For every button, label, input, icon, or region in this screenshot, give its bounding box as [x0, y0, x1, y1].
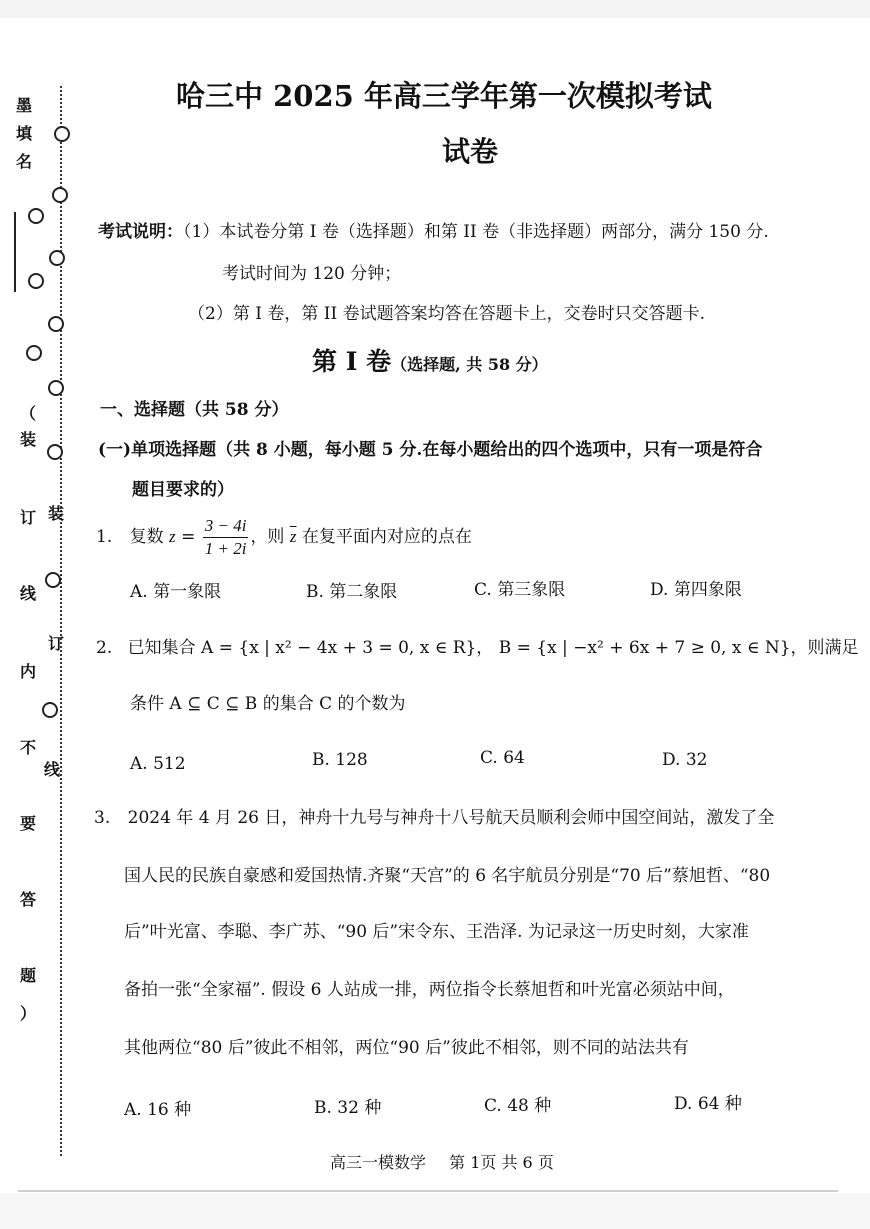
binding-hole	[28, 273, 44, 289]
question-number: 2.	[96, 638, 113, 658]
margin-char: 装	[47, 504, 64, 523]
instructions-line-1	[98, 220, 769, 244]
question-1-text-mid: ，则	[250, 527, 290, 547]
instructions-item-1: （1）本试卷分第 I 卷（选择题）和第 II 卷（非选择题）两部分，满分 150 分.	[183, 222, 769, 242]
equals-sign: =	[175, 527, 201, 547]
option-a: A. 512	[130, 754, 186, 774]
margin-char: 装	[19, 430, 36, 449]
margin-char: 订	[47, 634, 64, 653]
option-b: B. 第二象限	[306, 582, 398, 602]
page-footer	[330, 1150, 554, 1173]
page-top-edge	[0, 0, 870, 18]
instructions-item-1b: 考试时间为 120 分钟；	[222, 264, 402, 284]
var-z-conjugate: $\overline{z}$	[289, 527, 297, 546]
footer-page-number: 第 1页 共 6 页	[449, 1153, 554, 1172]
binding-hole	[48, 316, 64, 332]
fraction-numerator: 3 − 4i	[203, 515, 249, 538]
binding-hole	[54, 126, 70, 142]
part-heading	[312, 344, 548, 383]
margin-char: 墨	[15, 96, 32, 115]
binding-hole	[42, 702, 58, 718]
option-c: C. 第三象限	[474, 580, 566, 600]
question-2-line-1	[96, 636, 859, 660]
instructions-label: 考试说明：	[98, 222, 183, 242]
var-z: z	[169, 527, 176, 546]
question-1	[96, 512, 472, 564]
instructions-item-2: （2）第 I 卷，第 II 卷试题答案均答在答题卡上，交卷时只交答题卡.	[188, 304, 705, 324]
margin-char: 名	[15, 152, 32, 171]
page-title: 哈三中 2025 年高三学年第一次模拟考试	[176, 79, 712, 113]
option-a: A. 第一象限	[130, 582, 222, 602]
margin-char: 题	[19, 966, 36, 985]
margin-char: 要	[19, 814, 36, 833]
section-heading: 一、选择题（共 58 分）	[100, 400, 289, 420]
option-d: D. 32	[662, 750, 708, 770]
page-bottom-edge	[0, 1193, 870, 1229]
question-1-text-pre: 复数	[129, 527, 170, 547]
binding-dotted-line	[60, 86, 62, 1156]
margin-char: 填	[15, 124, 32, 143]
margin-char: 线	[43, 760, 60, 779]
binding-hole	[52, 187, 68, 203]
option-a: A. 16 种	[124, 1100, 192, 1120]
question-3-line-5: 其他两位“80 后”彼此不相邻，两位“90 后”彼此不相邻，则不同的站法共有	[124, 1038, 689, 1058]
option-d: D. 64 种	[674, 1094, 742, 1114]
question-3-text: 2024 年 4 月 26 日，神舟十九号与神舟十八号航天员顺利会师中国空间站，激发了全	[127, 808, 775, 828]
option-c: C. 64	[480, 748, 525, 768]
fraction-denominator: 1 + 2i	[204, 539, 247, 558]
binding-hole	[47, 444, 63, 460]
question-3-line-3: 后”叶光富、李聪、李广苏、“90 后”宋令东、王浩泽. 为记录这一历史时刻，大家准	[124, 922, 749, 942]
option-b: B. 128	[312, 750, 368, 770]
option-b: B. 32 种	[314, 1098, 382, 1118]
margin-char: 内	[19, 662, 36, 681]
question-2-text: 已知集合 A = {x | x² − 4x + 3 = 0, x ∈ R}， B = {x | −x² + 6x + 7 ≥ 0, x ∈ N}，则满足	[127, 638, 859, 658]
question-3-line-2: 国人民的民族自豪感和爱国热情.齐聚“天宫”的 6 名宇航员分别是“70 后”蔡旭哲、“80	[124, 866, 771, 886]
option-d: D. 第四象限	[650, 580, 742, 600]
section-subheading-line-1: (一)单项选择题（共 8 小题，每小题 5 分.在每小题给出的四个选项中，只有一项是符合	[98, 440, 763, 460]
page-subtitle: 试卷	[442, 135, 499, 168]
margin-char: ）	[19, 1004, 36, 1023]
footer-subject: 高三一模数学	[330, 1153, 427, 1172]
margin-char: 答	[19, 890, 36, 909]
margin-char: （	[19, 404, 36, 423]
fraction	[203, 515, 249, 560]
part-title: 第 I 卷	[312, 347, 392, 376]
question-number: 3.	[94, 808, 111, 828]
part-subtitle: （选择题, 共 58 分）	[391, 355, 548, 374]
question-3-line-4: 备拍一张“全家福”. 假设 6 人站成一排，两位指令长蔡旭哲和叶光富必须站中间，	[124, 980, 735, 1000]
bottom-rule	[18, 1190, 838, 1192]
binding-hole	[48, 380, 64, 396]
margin-char: 订	[19, 508, 36, 527]
binding-hole	[45, 572, 61, 588]
question-number: 1.	[96, 527, 113, 547]
margin-char: 不	[19, 738, 36, 757]
section-subheading-line-2: 题目要求的）	[132, 480, 234, 500]
option-c: C. 48 种	[484, 1096, 552, 1116]
question-2-line-2: 条件 A ⊆ C ⊆ B 的集合 C 的个数为	[130, 694, 406, 714]
question-1-text-post: 在复平面内对应的点在	[296, 527, 472, 547]
binding-hole	[26, 345, 42, 361]
binding-hole	[49, 250, 65, 266]
binding-solid-line	[14, 212, 16, 292]
margin-char: 线	[19, 584, 36, 603]
question-3-line-1	[94, 806, 774, 830]
binding-hole	[28, 208, 44, 224]
